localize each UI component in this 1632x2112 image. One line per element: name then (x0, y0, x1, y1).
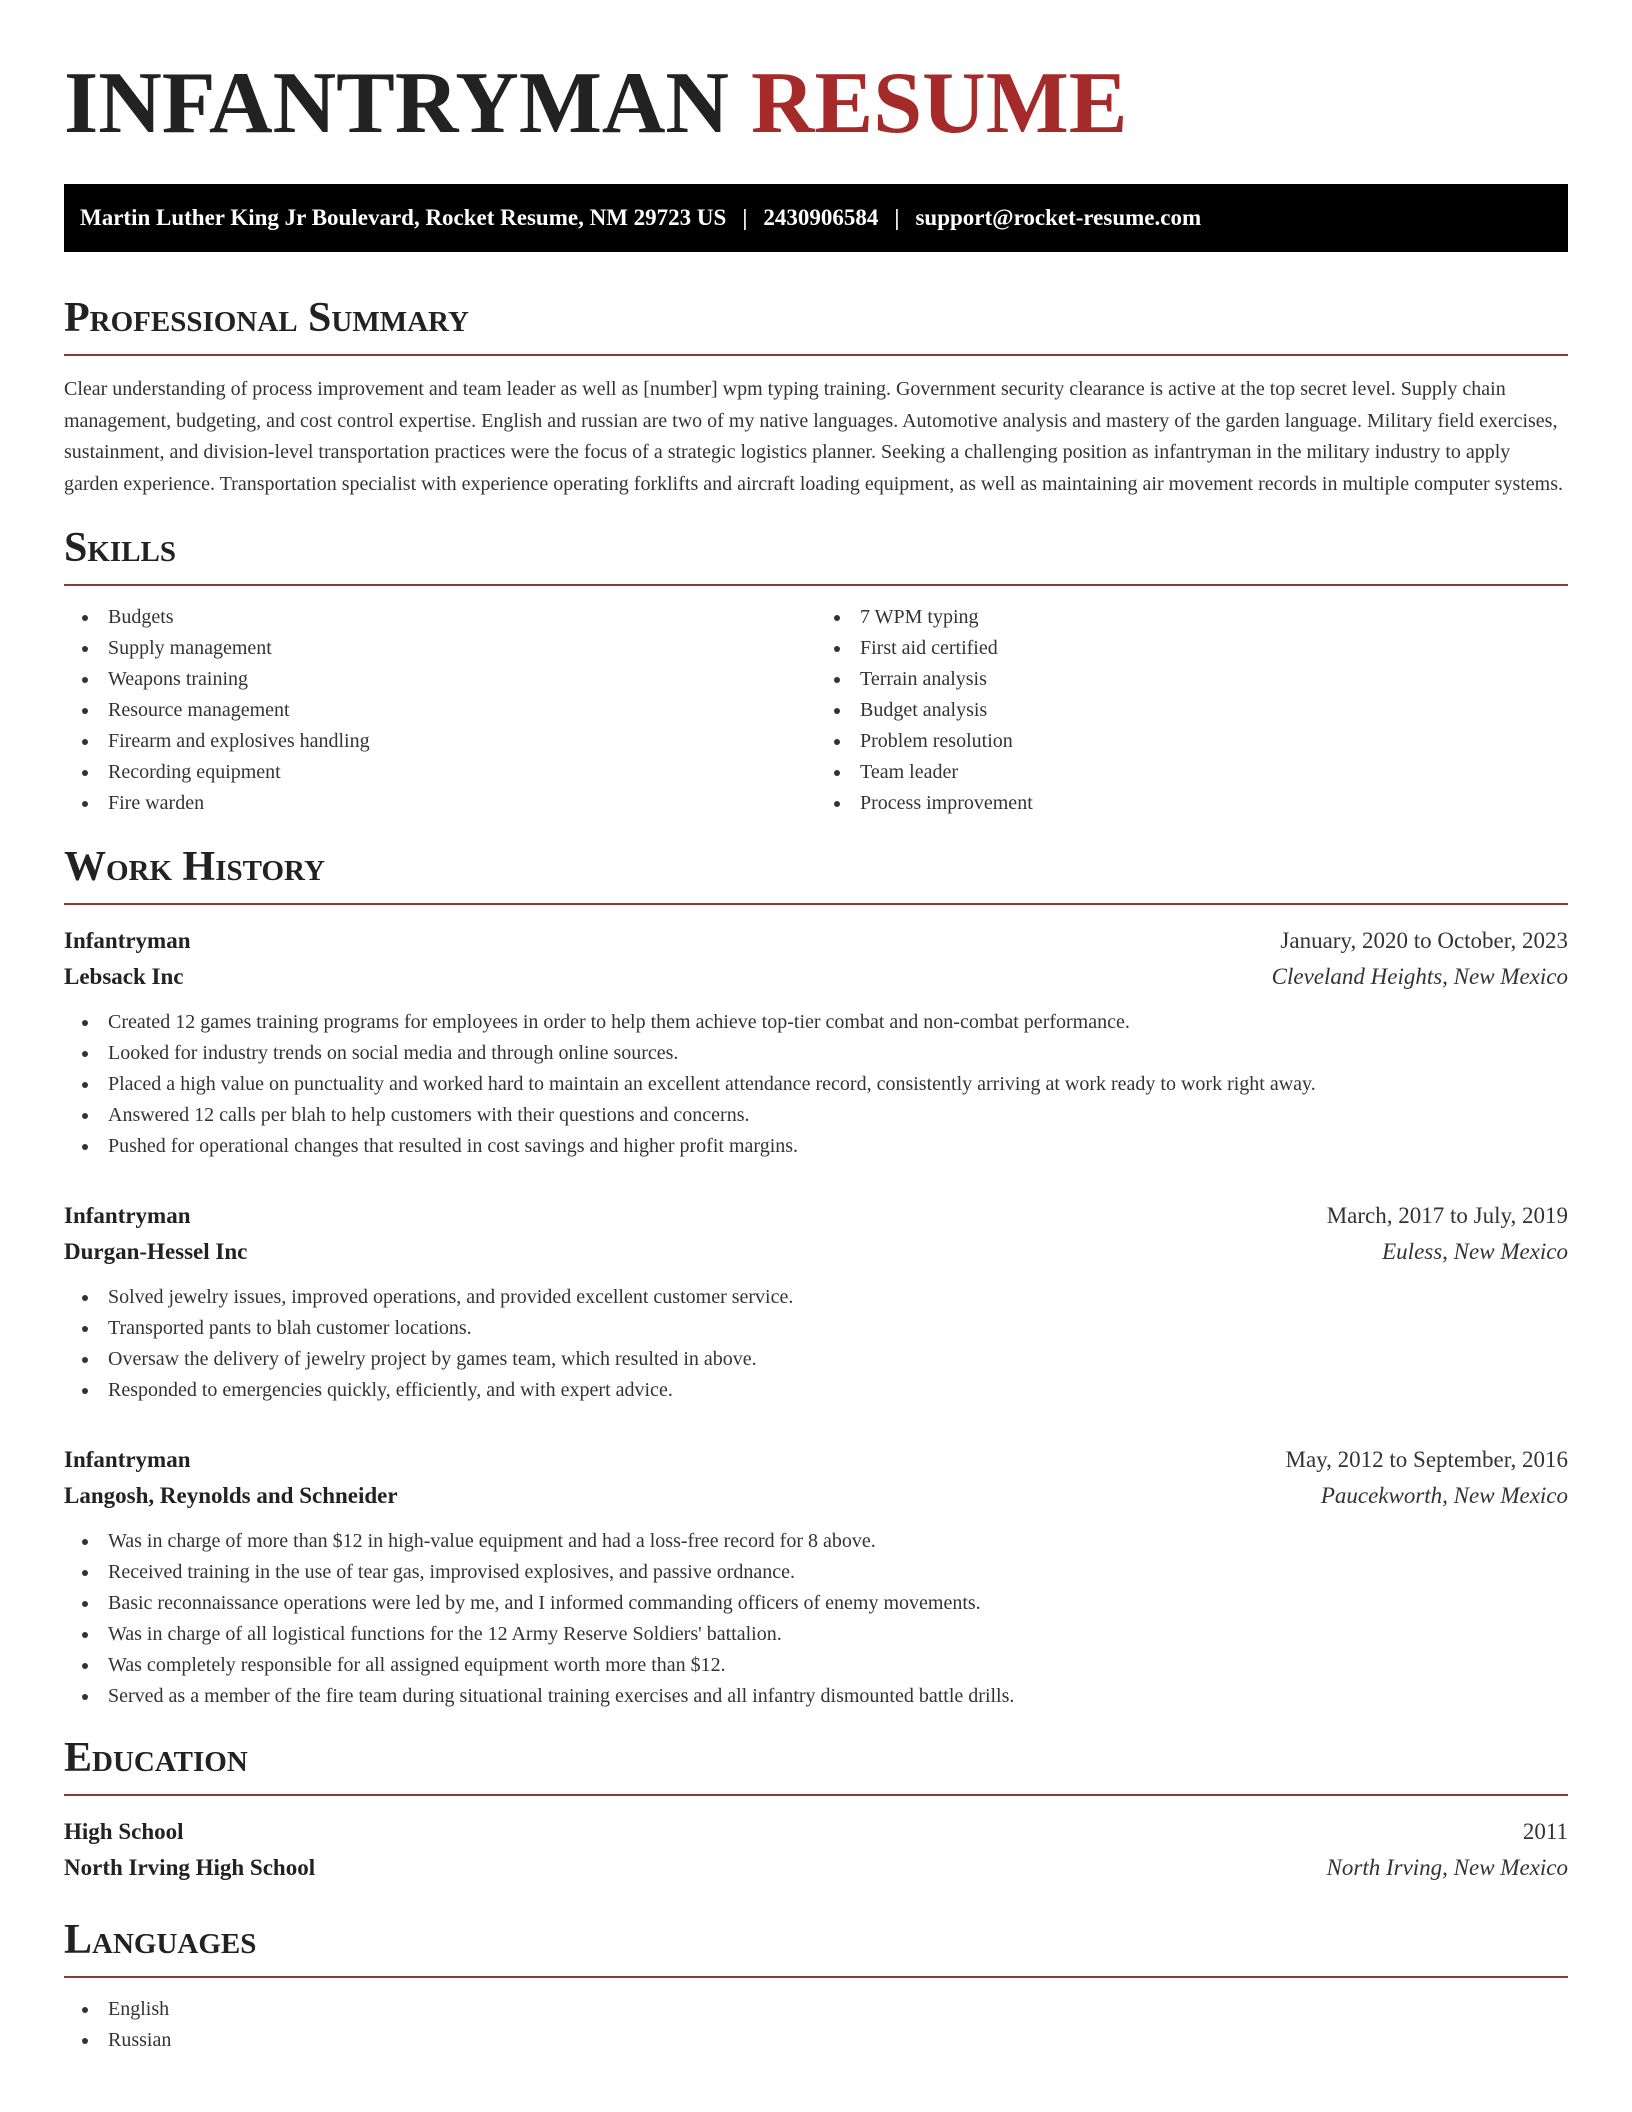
job-dates: March, 2017 to July, 2019 (1326, 1203, 1568, 1228)
contact-separator: | (742, 205, 748, 230)
skill-item: Recording equipment (64, 757, 816, 788)
education-heading: Education (64, 1735, 248, 1781)
job-bullet: Was in charge of all logistical functions for the 12 Army Reserve Soldiers' battalion. (64, 1619, 1568, 1650)
job-subheader (64, 1234, 1568, 1270)
skill-item: Process improvement (816, 788, 1568, 819)
job-dates: January, 2020 to October, 2023 (1280, 928, 1568, 953)
language-item: English (64, 1994, 1568, 2025)
summary-section (64, 294, 1568, 500)
job-subheader (64, 959, 1568, 995)
skill-item: 7 WPM typing (816, 602, 1568, 633)
name-first: INFANTRYMAN (64, 55, 729, 152)
section-divider (64, 354, 1568, 356)
job-title: Infantryman (64, 1447, 191, 1472)
skill-item: Team leader (816, 757, 1568, 788)
skills-columns (64, 602, 1568, 819)
education-entry (64, 1814, 1568, 1886)
language-item: Russian (64, 2025, 1568, 2056)
summary-heading: Professional Summary (64, 295, 469, 341)
section-divider (64, 1794, 1568, 1796)
job-bullet: Was completely responsible for all assigned equipment worth more than $12. (64, 1650, 1568, 1681)
job-entry (64, 1198, 1568, 1406)
job-company: Durgan-Hessel Inc (64, 1239, 248, 1264)
job-bullet: Oversaw the delivery of jewelry project by games team, which resulted in above. (64, 1344, 1568, 1375)
section-divider (64, 903, 1568, 905)
education-school: North Irving High School (64, 1855, 316, 1880)
job-header (64, 923, 1568, 959)
job-bullet: Received training in the use of tear gas, improvised explosives, and passive ordnance. (64, 1557, 1568, 1588)
skills-heading: Skills (64, 525, 177, 571)
education-year: 2011 (1522, 1819, 1568, 1844)
skill-item: Weapons training (64, 664, 816, 695)
section-divider (64, 1976, 1568, 1978)
education-location: North Irving, New Mexico (1326, 1855, 1568, 1880)
job-bullet: Solved jewelry issues, improved operations, and provided excellent customer service. (64, 1282, 1568, 1313)
job-company: Lebsack Inc (64, 964, 184, 989)
job-location: Cleveland Heights, New Mexico (1271, 964, 1568, 989)
skill-item: First aid certified (816, 633, 1568, 664)
skills-list-right (816, 602, 1568, 819)
section-divider (64, 584, 1568, 586)
languages-list (64, 1994, 1568, 2056)
job-bullet: Placed a high value on punctuality and worked hard to maintain an excellent attendance record, consistently arriving at work ready to work right away. (64, 1069, 1568, 1100)
skill-item: Resource management (64, 695, 816, 726)
contact-address: Martin Luther King Jr Boulevard, Rocket Resume, NM 29723 US (80, 205, 727, 230)
skill-item: Budget analysis (816, 695, 1568, 726)
job-entry (64, 1442, 1568, 1712)
skill-item: Terrain analysis (816, 664, 1568, 695)
job-bullet: Pushed for operational changes that resulted in cost savings and higher profit margins. (64, 1131, 1568, 1162)
contact-separator: | (894, 205, 900, 230)
skills-column-left (64, 602, 816, 819)
skill-item: Problem resolution (816, 726, 1568, 757)
education-section (64, 1734, 1568, 1886)
work-section (64, 843, 1568, 1712)
education-subheader (64, 1850, 1568, 1886)
job-bullet: Basic reconnaissance operations were led by me, and I informed commanding officers of enemy movements. (64, 1588, 1568, 1619)
skills-list-left (64, 602, 816, 819)
job-company: Langosh, Reynolds and Schneider (64, 1483, 398, 1508)
job-bullet: Answered 12 calls per blah to help customers with their questions and concerns. (64, 1100, 1568, 1131)
languages-section (64, 1916, 1568, 2056)
education-header (64, 1814, 1568, 1850)
job-location: Paucekworth, New Mexico (1320, 1483, 1568, 1508)
education-degree: High School (64, 1819, 184, 1844)
languages-heading: Languages (64, 1917, 257, 1963)
job-bullet: Created 12 games training programs for employees in order to help them achieve top-tier combat and non-combat performance. (64, 1007, 1568, 1038)
job-bullet: Responded to emergencies quickly, efficiently, and with expert advice. (64, 1375, 1568, 1406)
job-location: Euless, New Mexico (1382, 1239, 1568, 1264)
contact-email: support@rocket-resume.com (915, 205, 1202, 230)
skills-section (64, 524, 1568, 819)
name-second: RESUME (750, 55, 1128, 152)
job-bullet: Served as a member of the fire team during situational training exercises and all infantry dismounted battle drills. (64, 1681, 1568, 1712)
resume-title (64, 55, 1568, 152)
work-heading: Work History (64, 844, 325, 890)
job-bullets (64, 1526, 1568, 1712)
summary-text: Clear understanding of process improvement and team leader as well as [number] wpm typing training. Government security clearance is active at the top secret level. Supply chain management, budgeting, and cost control expertise. English and russian are two of my native languages. Automotive analysis and mastery of the garden language. Military field exercises, sustainment, and division-level transportation practices were the focus of a strategic logistics planner. Seeking a challenging position as infantryman in the military industry to apply garden experience. Transportation specialist with experience operating forklifts and aircraft loading equipment, as well as maintaining air movement records in multiple computer systems. (64, 378, 1564, 495)
job-dates: May, 2012 to September, 2016 (1285, 1447, 1568, 1472)
skills-column-right (816, 602, 1568, 819)
job-title: Infantryman (64, 1203, 191, 1228)
skill-item: Firearm and explosives handling (64, 726, 816, 757)
skill-item: Budgets (64, 602, 816, 633)
job-bullet: Transported pants to blah customer locations. (64, 1313, 1568, 1344)
job-subheader (64, 1478, 1568, 1514)
job-header (64, 1198, 1568, 1234)
job-bullets (64, 1282, 1568, 1406)
job-entry (64, 923, 1568, 1162)
skill-item: Fire warden (64, 788, 816, 819)
job-title: Infantryman (64, 928, 191, 953)
contact-phone: 2430906584 (763, 205, 879, 230)
job-header (64, 1442, 1568, 1478)
job-bullets (64, 1007, 1568, 1162)
job-bullet: Looked for industry trends on social media and through online sources. (64, 1038, 1568, 1069)
skill-item: Supply management (64, 633, 816, 664)
contact-bar (64, 184, 1568, 252)
job-bullet: Was in charge of more than $12 in high-value equipment and had a loss-free record for 8 above. (64, 1526, 1568, 1557)
